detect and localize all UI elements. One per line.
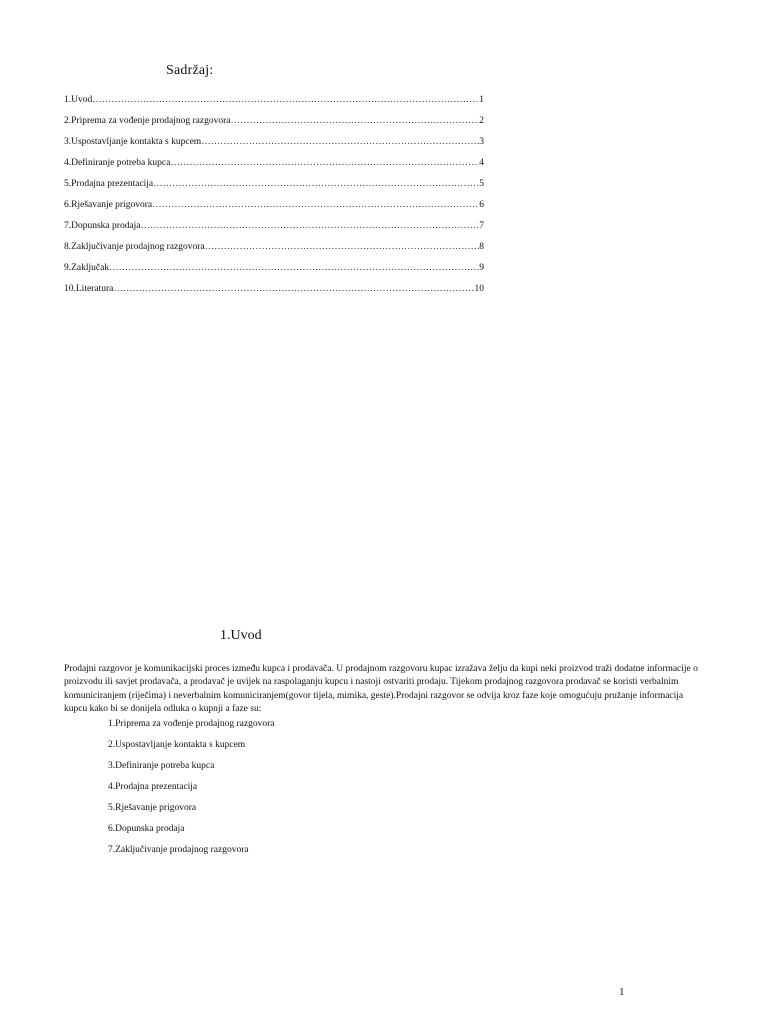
phase-item: 7.Zaključivanje prodajnog razgovora <box>108 845 249 855</box>
section-heading: 1.Uvod <box>220 628 262 643</box>
toc-entry-page: 9 <box>479 263 484 273</box>
toc-entry-page: 1 <box>479 95 484 105</box>
phase-item: 5.Rješavanje prigovora <box>108 803 197 813</box>
toc-entry-label: 6.Rješavanje prigovora <box>64 200 153 210</box>
toc-entry <box>64 174 484 195</box>
toc-leader-dots <box>205 237 480 258</box>
toc-entry-page: 8 <box>479 242 484 252</box>
intro-paragraph: Prodajni razgovor je komunikacijski proces između kupca i prodavača. U prodajnom razgovoru kupac izražava želju da kupi neki proizvod traži dodatne informacije o proizvodu ili savjet prodavača, a prodavač je uvijek na raspolaganju kupcu i nastoji ostvariti prodaju. Tijekom prodajnog razgovora prodavač se koristi verbalnim komuniciranjem (riječima) i neverbalnim komuniciranjem(govor tijela, mimika, geste).Prodajni razgovor se odvija kroz faze koje omogućuju pružanje informacija kupcu kako bi se donijela odluka o kupnji a faze su: <box>64 663 698 714</box>
toc-leader-dots <box>153 174 479 195</box>
toc-title: Sadržaj: <box>166 63 214 78</box>
toc-leader-dots <box>113 279 474 300</box>
toc-entry-label: 8.Zaključivanje prodajnog razgovora <box>64 242 205 252</box>
toc-leader-dots <box>201 132 479 153</box>
toc-entry <box>64 279 484 300</box>
toc-leader-dots <box>92 90 479 111</box>
toc-entry <box>64 153 484 174</box>
toc-entry-page: 2 <box>479 116 484 126</box>
toc-entry-label: 1.Uvod <box>64 95 93 105</box>
toc-entry <box>64 90 484 111</box>
toc-entry-label: 10.Literatura <box>64 284 114 294</box>
toc-entry <box>64 132 484 153</box>
toc-entry-page: 6 <box>479 200 484 210</box>
phases-list <box>108 714 274 861</box>
phase-item: 6.Dopunska prodaja <box>108 824 185 834</box>
toc-entry <box>64 111 484 132</box>
toc-entry-label: 2.Priprema za vođenje prodajnog razgovora <box>64 116 231 126</box>
toc-entry-page: 4 <box>479 158 484 168</box>
toc-entry-page: 7 <box>479 221 484 231</box>
toc-entry-label: 5.Prodajna prezentacija <box>64 179 154 189</box>
toc-entry-page: 10 <box>474 284 484 294</box>
toc-entry <box>64 258 484 279</box>
toc-entry-label: 3.Uspostavljanje kontakta s kupcem <box>64 137 202 147</box>
toc-entry <box>64 216 484 237</box>
phase-item: 1.Priprema za vođenje prodajnog razgovora <box>108 719 275 729</box>
toc-entry-label: 7.Dopunska prodaja <box>64 221 141 231</box>
toc-leader-dots <box>152 195 479 216</box>
phase-item: 3.Definiranje potreba kupca <box>108 761 215 771</box>
toc-leader-dots <box>109 258 479 279</box>
toc-entry-page: 5 <box>479 179 484 189</box>
phase-item: 2.Uspostavljanje kontakta s kupcem <box>108 740 246 750</box>
toc-entry <box>64 237 484 258</box>
toc-entry-page: 3 <box>479 137 484 147</box>
phase-item: 4.Prodajna prezentacija <box>108 782 198 792</box>
toc-entry-label: 4.Definiranje potreba kupca <box>64 158 171 168</box>
toc-leader-dots <box>170 153 479 174</box>
table-of-contents <box>64 90 484 300</box>
page-number: 1 <box>619 986 625 998</box>
toc-leader-dots <box>230 111 479 132</box>
toc-entry-label: 9.Zaključak <box>64 263 110 273</box>
toc-entry <box>64 195 484 216</box>
toc-leader-dots <box>141 216 480 237</box>
